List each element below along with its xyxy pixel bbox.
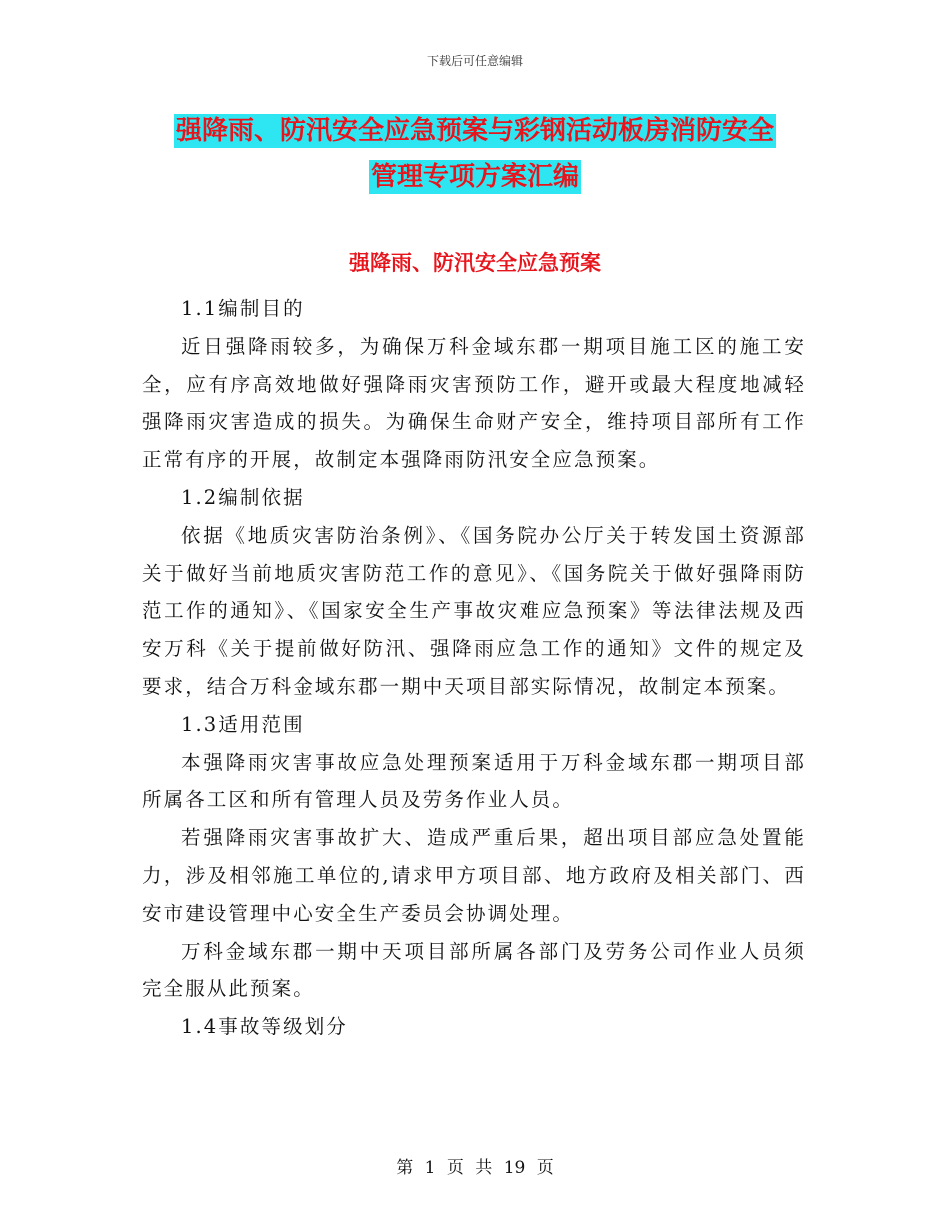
- paragraph-basis: 依据《地质灾害防治条例》、《国务院办公厅关于转发国土资源部关于做好当前地质灾害防范工作的意见》、《国务院关于做好强降雨防范工作的通知》、《国家安全生产事故灾难应急预案》等法律法规及西安万科《关于提前做好防汛、强降雨应急工作的通知》文件的规定及要求，结合万科金域东郡一期中天项目部实际情况，故制定本预案。: [142, 523, 806, 698]
- subheading-1-4: 1.4事故等级划分: [181, 1015, 348, 1039]
- header-note: 下载后可任意编辑: [426, 54, 523, 68]
- document-title-line-2: 管理专项方案汇编: [370, 162, 579, 192]
- document-body: [142, 290, 806, 1046]
- document-title: [0, 108, 950, 200]
- paragraph-compliance: 万科金域东郡一期中天项目部所属各部门及劳务公司作业人员须完全服从此预案。: [142, 939, 806, 1001]
- subheading-1-2: 1.2编制依据: [181, 485, 305, 509]
- paragraph-escalation: 若强降雨灾害事故扩大、造成严重后果，超出项目部应急处置能力，涉及相邻施工单位的,请求甲方项目部、地方政府及相关部门、西安市建设管理中心安全生产委员会协调处理。: [142, 826, 806, 925]
- subheading-1-3: 1.3适用范围: [181, 712, 305, 736]
- document-title-line-1: 强降雨、防汛安全应急预案与彩钢活动板房消防安全: [175, 116, 774, 146]
- paragraph-scope: 本强降雨灾害事故应急处理预案适用于万科金域东郡一期项目部所属各工区和所有管理人员及劳务作业人员。: [142, 750, 806, 812]
- subheading-1-1: 1.1编制目的: [181, 297, 305, 320]
- paragraph-purpose: 近日强降雨较多，为确保万科金域东郡一期项目施工区的施工安全，应有序高效地做好强降雨灾害预防工作，避开或最大程度地减轻强降雨灾害造成的损失。为确保生命财产安全，维持项目部所有工作正常有序的开展，故制定本强降雨防汛安全应急预案。: [142, 334, 806, 472]
- section-title: 强降雨、防汛安全应急预案: [349, 251, 601, 275]
- page-footer: 第 1 页 共 19 页: [396, 1158, 554, 1178]
